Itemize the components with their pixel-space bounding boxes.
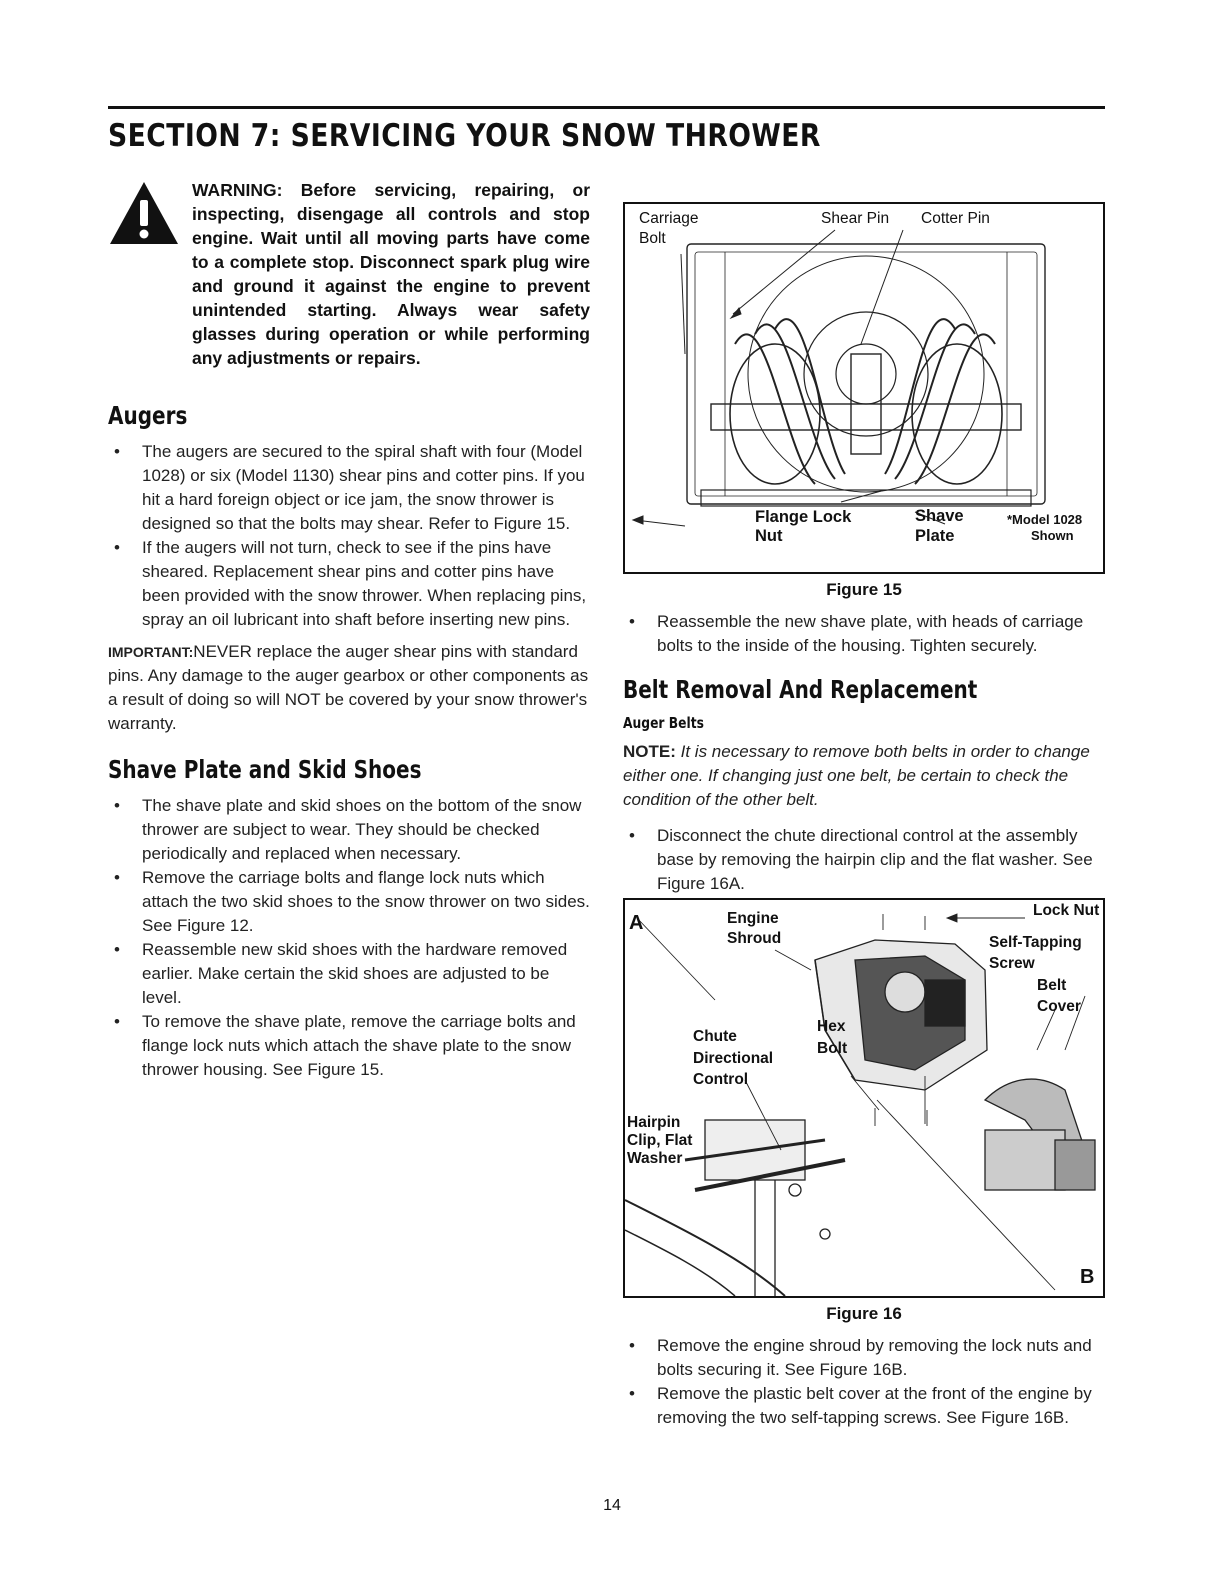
label-cover: Cover [1037, 998, 1081, 1015]
label-clip-flat: Clip, Flat [627, 1132, 693, 1149]
label-washer: Washer [627, 1150, 683, 1167]
left-column [108, 178, 590, 1082]
figure-15-caption: Figure 15 [826, 580, 902, 599]
list-item: • To remove the shave plate, remove the carriage bolts and flange lock nuts which attach the shave plate to the snow thrower housing. See Figure 15. [108, 1010, 590, 1082]
auger-belts-subheading: Auger Belts [623, 714, 704, 732]
label-carriage: Carriage [639, 210, 699, 227]
list-item: • Remove the engine shroud by removing the lock nuts and bolts securing it. See Figure 16B. [623, 1334, 1105, 1382]
label-hex-bolt: Bolt [817, 1040, 848, 1057]
list-item: • The augers are secured to the spiral shaft with four (Model 1028) or six (Model 1130) shear pins and cotter pins. If you hit a hard foreign object or ice jam, the snow thrower is designed so that the bolts may shear. Refer to Figure 15. [108, 440, 590, 536]
label-a: A [629, 912, 644, 934]
list-item: • Remove the carriage bolts and flange lock nuts which attach the two skid shoes to the snow thrower on two sides. See Figure 12. [108, 866, 590, 938]
list-item: • The shave plate and skid shoes on the bottom of the snow thrower are subject to wear. They should be checked periodically and replaced when necessary. [108, 794, 590, 866]
label-chute: Chute [693, 1028, 737, 1045]
label-cotter-pin: Cotter Pin [921, 210, 990, 227]
important-label: IMPORTANT: [108, 644, 194, 660]
shave-plate-heading: Shave Plate and Skid Shoes [108, 755, 422, 784]
label-shown: Shown [1031, 528, 1074, 543]
figure-16 [623, 898, 1105, 1298]
label-shave: Shave [915, 507, 964, 525]
right-list-2 [623, 824, 1105, 896]
label-engine: Engine [727, 910, 779, 927]
label-shroud: Shroud [727, 930, 782, 947]
label-belt: Belt [1037, 977, 1067, 994]
label-hairpin: Hairpin [627, 1114, 681, 1131]
figure-16-caption: Figure 16 [826, 1304, 902, 1323]
label-plate: Plate [915, 527, 955, 545]
label-shear-pin: Shear Pin [821, 210, 890, 227]
top-rule [108, 106, 1105, 109]
shave-plate-list [108, 794, 590, 1082]
note-label: NOTE: [623, 742, 676, 761]
label-hex: Hex [817, 1018, 846, 1035]
warning-block [108, 178, 590, 388]
label-bolt: Bolt [639, 230, 666, 247]
figure-15 [623, 202, 1105, 574]
label-lock-nut: Lock Nut [1033, 902, 1100, 919]
warning-triangle-icon [108, 180, 180, 246]
right-list-1 [623, 610, 1105, 658]
list-item: • Reassemble new skid shoes with the hardware removed earlier. Make certain the skid shoes are adjusted to be level. [108, 938, 590, 1010]
list-item: • If the augers will not turn, check to see if the pins have sheared. Replacement shear pins and cotter pins have been provided with the snow thrower. When replacing pins, spray an oil lubricant into shaft before inserting new pins. [108, 536, 590, 632]
label-control: Control [693, 1071, 749, 1088]
belt-heading: Belt Removal And Replacement [623, 675, 978, 704]
page-number: 14 [603, 1497, 621, 1514]
list-item: • Reassemble the new shave plate, with heads of carriage bolts to the inside of the housing. Tighten securely. [623, 610, 1105, 658]
label-b: B [1080, 1266, 1095, 1288]
list-item: • Remove the plastic belt cover at the front of the engine by removing the two self-tapping screws. See Figure 16B. [623, 1382, 1105, 1430]
right-column [623, 178, 1105, 1430]
section-title: SECTION 7: SERVICING YOUR SNOW THROWER [108, 118, 821, 154]
label-model: *Model 1028 [1007, 512, 1083, 527]
label-flange-lock: Flange Lock [755, 508, 852, 526]
warning-text: WARNING: Before servicing, repairing, or inspecting, disengage all controls and stop engine. Wait until all moving parts have come to a complete stop. Disconnect spark plug wire and ground it against the engine to prevent unintended starting. Always wear safety glasses during operation or while performing any adjustments or repairs. [192, 180, 590, 368]
important-paragraph [108, 640, 590, 736]
augers-heading: Augers [108, 401, 188, 430]
augers-list [108, 440, 590, 632]
right-list-3 [623, 1334, 1105, 1430]
list-item: • Disconnect the chute directional control at the assembly base by removing the hairpin clip and the flat washer. See Figure 16A. [623, 824, 1105, 896]
label-screw: Screw [989, 955, 1035, 972]
label-directional: Directional [693, 1050, 774, 1067]
important-text: NEVER replace the auger shear pins with standard pins. Any damage to the auger gearbox or other components as a result of doing so will NOT be covered by your snow thrower's warranty. [108, 642, 589, 733]
label-nut: Nut [755, 527, 783, 545]
note-paragraph [623, 740, 1105, 812]
note-text: It is necessary to remove both belts in order to change either one. If changing just one belt, be certain to check the condition of the other belt. [623, 742, 1090, 809]
label-self-tapping: Self-Tapping [989, 934, 1082, 951]
